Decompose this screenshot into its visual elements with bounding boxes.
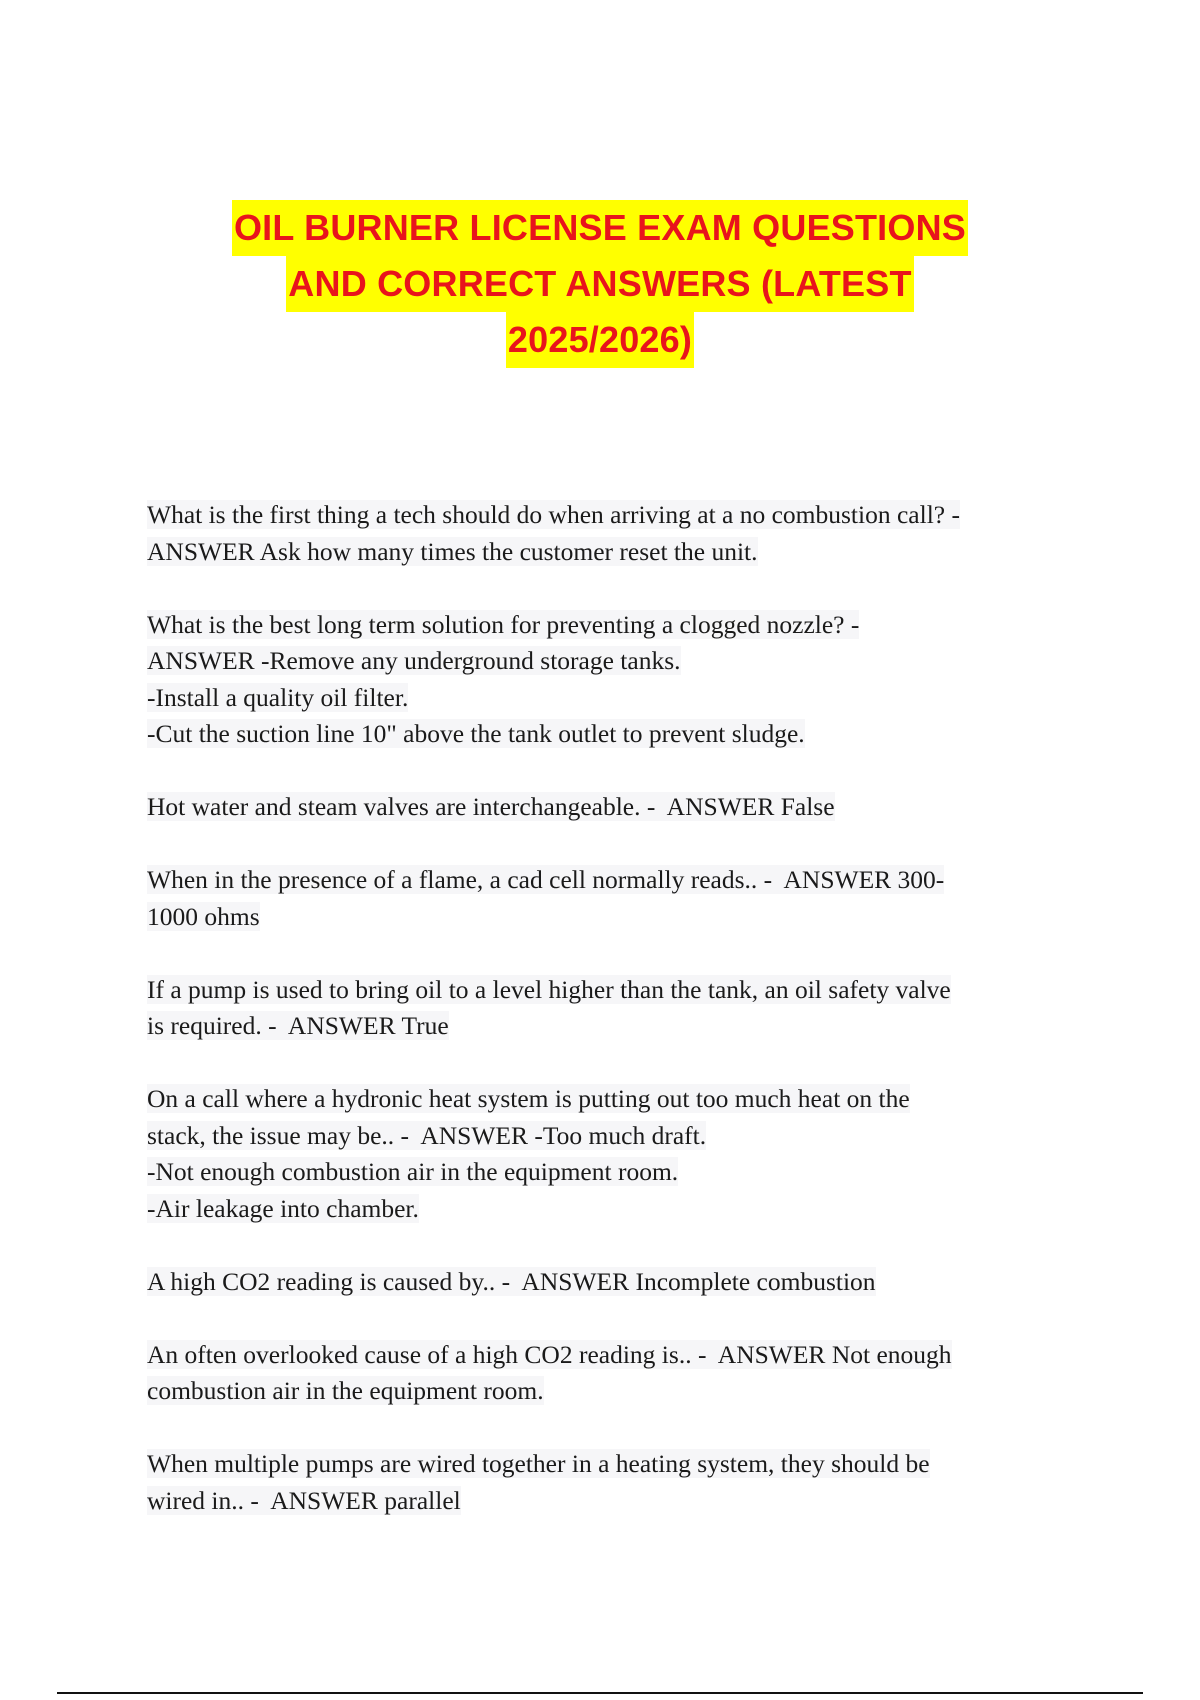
qa-list	[147, 497, 1067, 1556]
qa-text-line: On a call where a hydronic heat system is putting out too much heat on the	[147, 1084, 910, 1113]
qa-text-line: What is the best long term solution for preventing a clogged nozzle? -	[147, 609, 860, 639]
qa-text-line: ANSWER Ask how many times the customer reset the unit.	[147, 536, 758, 566]
qa-item	[147, 862, 1067, 935]
qa-text-line: If a pump is used to bring oil to a level higher than the tank, an oil safety valve	[147, 974, 951, 1004]
qa-text-line: wired in.. - ANSWER parallel	[147, 1485, 461, 1515]
qa-text-line: stack, the issue may be.. - ANSWER -Too much draft.	[147, 1120, 707, 1150]
qa-text-line: When in the presence of a flame, a cad cell normally reads.. - ANSWER 300-	[147, 865, 945, 894]
qa-text-line: -Cut the suction line 10" above the tank outlet to prevent sludge.	[147, 719, 805, 748]
qa-text-line: -Not enough combustion air in the equipment room.	[147, 1157, 679, 1186]
qa-text-line: -Install a quality oil filter.	[147, 682, 409, 712]
page-bottom-divider	[57, 1692, 1143, 1694]
qa-text-line: When multiple pumps are wired together in a heating system, they should be	[147, 1449, 930, 1478]
qa-text-line: is required. - ANSWER True	[147, 1011, 449, 1040]
qa-item	[147, 607, 1067, 753]
qa-item	[147, 1446, 1067, 1519]
qa-text-line: A high CO2 reading is caused by.. - ANSWER Incomplete combustion	[147, 1266, 876, 1296]
document-title	[0, 200, 1200, 368]
qa-item	[147, 1081, 1067, 1227]
title-line: 2025/2026)	[506, 312, 694, 368]
qa-text-line: combustion air in the equipment room.	[147, 1376, 544, 1405]
qa-item	[147, 1264, 1067, 1301]
qa-item	[147, 789, 1067, 826]
title-line: AND CORRECT ANSWERS (LATEST	[286, 256, 913, 312]
qa-text-line: 1000 ohms	[147, 901, 260, 931]
qa-text-line: Hot water and steam valves are interchangeable. - ANSWER False	[147, 792, 835, 821]
qa-text-line: -Air leakage into chamber.	[147, 1193, 419, 1223]
title-line: OIL BURNER LICENSE EXAM QUESTIONS	[232, 200, 968, 256]
qa-text-line: What is the first thing a tech should do when arriving at a no combustion call? -	[147, 500, 960, 529]
qa-text-line: An often overlooked cause of a high CO2 reading is.. - ANSWER Not enough	[147, 1339, 952, 1369]
qa-item	[147, 972, 1067, 1045]
qa-text-line: ANSWER -Remove any underground storage tanks.	[147, 646, 681, 675]
qa-item	[147, 1337, 1067, 1410]
qa-item	[147, 497, 1067, 570]
